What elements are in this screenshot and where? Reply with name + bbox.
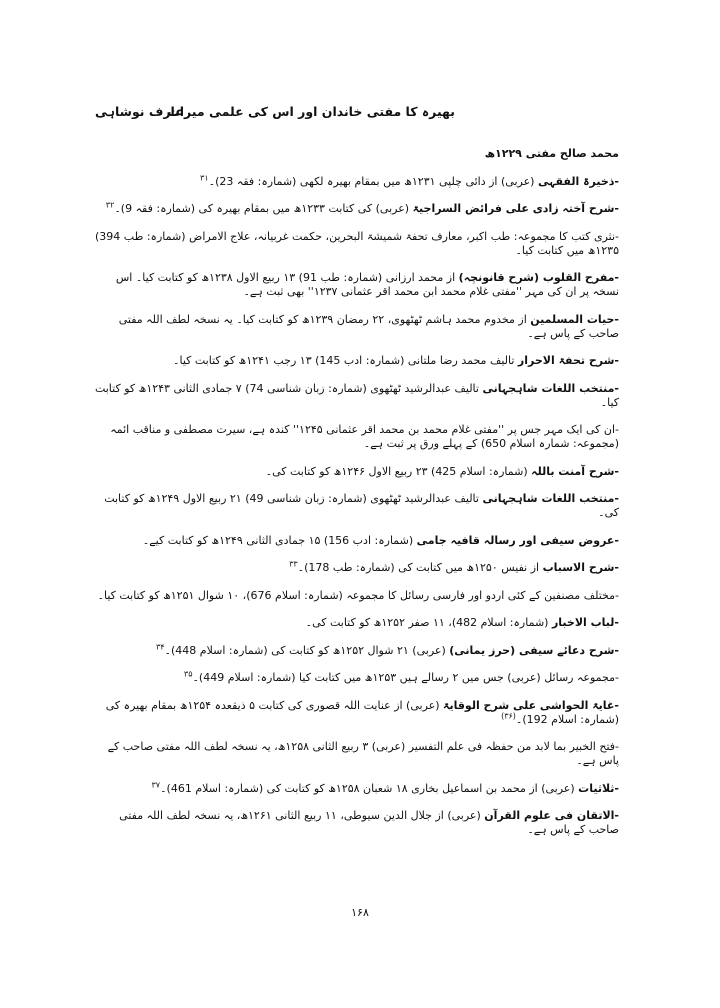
footnote-ref[interactable]: ۳۲ (105, 200, 115, 210)
section-heading: محمد صالح مفتی ۱۲۲۹ھ (484, 147, 619, 160)
entry-text: (عربی) از عنایت اللہ قصوری کی کتابت ۵ ذیقعدہ ۱۲۵۴ھ بمقام بھیرہ کی (شمارہ: اسلام 192)۔ (105, 698, 619, 726)
entry-title: -عروض سیفی اور رسالہ قافیہ جامی (416, 533, 619, 547)
entry-paragraph (94, 423, 619, 451)
entry-title: -منتخب اللغات شاہجہانی (482, 492, 619, 505)
entry-title: -شرح آختہ زادی علی فرائض السراجیۃ (412, 202, 619, 215)
entry-text: -مختلف مصنفین کے کئی اردو اور فارسی رسائل کا مجموعہ (شمارہ: اسلام 676)، ۱۰ شوال ۱۲۵۱ھ کو کتابت کیا۔ (97, 588, 619, 602)
entry-title: -شرح آمنت باللہ (531, 464, 619, 478)
entry-paragraph (94, 561, 619, 575)
entry-paragraph (94, 534, 619, 548)
entry-paragraph (94, 172, 619, 189)
footnote-ref[interactable]: (۳۶) (501, 710, 516, 720)
entry-text: (شمارہ: ادب 156) ۱۵ جمادی الثانی ۱۲۴۹ھ کو کتابت کیے۔ (142, 533, 417, 547)
entry-paragraph (94, 492, 619, 520)
entry-text: (شمارہ: اسلام 482)، ۱۱ صفر ۱۲۵۲ھ کو کتابت کی۔ (305, 616, 552, 629)
footnote-ref[interactable]: ۳۷ (151, 779, 161, 789)
entry-paragraph (94, 589, 619, 603)
entry-title: -غایۃ الحواشی علی شرح الوقایۃ (443, 698, 619, 712)
entry-title: -حیات المسلمین (530, 312, 619, 326)
entry-title: -ثلاثیات (578, 781, 619, 795)
entry-title: -شرح دعائے سیفی (حرز یمانی) (449, 643, 619, 657)
entry-paragraph (94, 230, 619, 258)
manuscript-list (94, 147, 619, 851)
entry-text: تالیف محمد رضا ملتانی (شمارہ: ادب 145) ۱۳ رجب ۱۲۴۱ھ کو کتابت کیا۔ (173, 354, 518, 367)
entry-text: (عربی) از دائی چلپی ۱۲۳۱ھ میں بمقام بھیرہ لکھی (شمارہ: فقہ 23)۔ (208, 174, 538, 188)
entry-text: از نفیس ۱۲۵۰ھ میں کتابت کی (شمارہ: طب 178)۔ (297, 561, 543, 574)
entry-paragraph (94, 202, 619, 216)
entry-text: -نثری کتب کا مجموعہ: طب اکبر، معارف تحفۃ شمیشۃ البحرین، حکمت غربیانہ، علاج الامراض (شمارہ: طب 394) ۱۲۳۵ھ میں کتابت کیا۔ (95, 229, 619, 257)
entry-paragraph (94, 641, 619, 658)
entry-text: از محمد ارزانی (شمارہ: طب 91) ۱۳ ربیع الاول ۱۲۳۸ھ کو کتابت کیا۔ اس نسخہ پر ان کی مہر ''مفتی غلام محمد ابن محمد اقر عثمانی ۱۲۳۷'' بھی ثبت ہے۔ (115, 271, 619, 298)
entry-title: -مفرح القلوب (شرح قانونچہ) (458, 271, 619, 284)
entry-text: (عربی) ۲۱ شوال ۱۲۵۲ھ کو کتابت کی (شمارہ: اسلام 448)۔ (164, 643, 450, 657)
entry-text: از مخدوم محمد ہاشم ٹھٹھوی، ۲۲ رمضان ۱۲۳۹ھ کو کتابت کیا۔ یہ نسخہ لطف اللہ مفتی صاحب کے پاس ہے۔ (118, 312, 619, 340)
entry-text: -فتح الخبیر بما لابد من حفظہ فی علم التفسیر (عربی) ۳ ربیع الثانی ۱۲۵۸ھ، یہ نسخہ لطف اللہ مفتی صاحب کے پاس ہے۔ (107, 740, 619, 767)
footnote-ref[interactable]: ۳۵ (183, 669, 193, 679)
entry-paragraph (94, 313, 619, 341)
entry-text: -مجموعہ رسائل (عربی) جس میں ۲ رسالے ہیں ۱۲۵۳ھ میں کتابت کیا (شمارہ: اسلام 449)۔ (192, 671, 619, 684)
footnote-ref[interactable]: ۳۱ (200, 172, 209, 182)
entry-text: -ان کی ایک مہر جس پر ''مفتی غلام محمد بن محمد اقر عثمانی ۱۲۴۵'' کندہ ہے، سیرت مصطفی و مناقب ائمہ (مجموعہ: شمارہ اسلام 650) کے پہلے ورق پر ثبت ہے۔ (110, 423, 619, 450)
entry-text: (شمارہ: اسلام 425) ۲۳ ربیع الاول ۱۲۴۶ھ کو کتابت کی۔ (265, 464, 532, 478)
entry-paragraph (94, 382, 619, 410)
entry-title: -شرح الاسباب (542, 561, 619, 574)
entry-paragraph (94, 354, 619, 368)
entry-title: -لباب الاخبار (551, 616, 619, 629)
entry-text: (عربی) کی کتابت ۱۲۳۳ھ میں بمقام بھیرہ کی (شمارہ: فقہ 9)۔ (114, 202, 413, 215)
entry-title: -ذخیرۃ الفقہی (537, 174, 619, 188)
entry-text: (عربی) از جلال الدین سیوطی، ۱۱ ربیع الثانی ۱۲۶۱ھ، یہ نسخہ لطف اللہ مفتی صاحب کے پاس ہے۔ (119, 809, 619, 836)
page-number: ۱۶۸ (351, 906, 369, 919)
entry-title: -منتخب اللغات شاہجہانی (482, 381, 619, 395)
entry-text: (عربی) از محمد بن اسماعیل بخاری ۱۸ شعبان ۱۲۵۸ھ کو کتابت کی (شمارہ: اسلام 461)۔ (160, 781, 579, 795)
footnote-ref[interactable]: ۳۴ (155, 641, 165, 651)
entry-paragraph (94, 616, 619, 630)
entry-paragraph (94, 740, 619, 768)
running-header-title: بھیرہ کا مفتی خاندان اور اس کی علمی میراث (167, 104, 455, 119)
entry-title: -شرح تحفۃ الاحرار (517, 354, 619, 367)
entry-paragraph (94, 465, 619, 479)
entry-text: تالیف عبدالرشید ٹھٹھوی (شمارہ: زبان شناسی 74) ۷ جمادی الثانی ۱۲۴۳ھ کو کتابت کیا۔ (94, 381, 619, 409)
entry-paragraph (94, 147, 619, 161)
running-header-author: عارف نوشاہی (95, 104, 184, 119)
entry-title: -الاتقان فی علوم القرآن (484, 809, 619, 822)
entry-paragraph (94, 809, 619, 837)
entry-paragraph (94, 779, 619, 796)
entry-paragraph (94, 671, 619, 685)
entry-paragraph (94, 699, 619, 727)
entry-paragraph (94, 271, 619, 299)
footnote-ref[interactable]: ۳۳ (289, 559, 298, 569)
entry-text: تالیف عبدالرشید ٹھٹھوی (شمارہ: زبان شناسی 49) ۲۱ ربیع الاول ۱۲۴۹ھ کو کتابت کی۔ (104, 492, 619, 519)
